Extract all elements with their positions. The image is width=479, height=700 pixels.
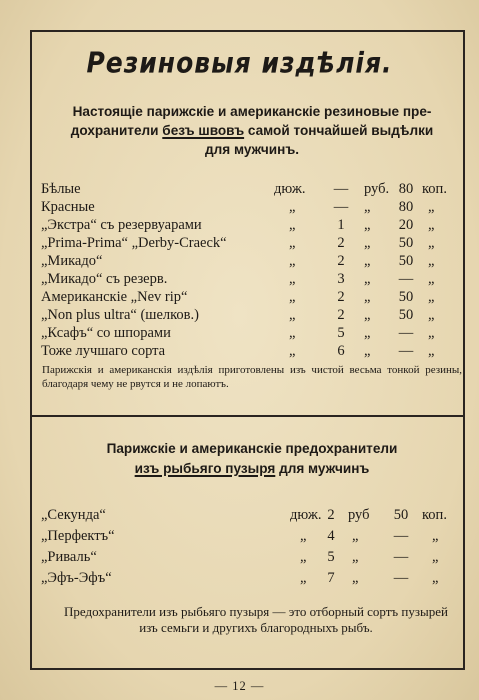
item-name: Американскіе „Nev rip“: [41, 289, 188, 305]
ditto-mark: „: [289, 199, 296, 215]
rubles: 5: [337, 325, 345, 341]
kopecks: 50: [398, 235, 414, 251]
ditto-mark: „: [289, 235, 296, 251]
ditto-mark: „: [428, 217, 435, 233]
ditto-mark: „: [428, 289, 435, 305]
rubles: 7: [327, 570, 335, 586]
price-row: [0, 289, 479, 305]
rubles: 2: [337, 235, 345, 251]
ditto-mark: „: [352, 528, 359, 544]
item-name: Бѣлые: [41, 181, 81, 197]
rubles: 4: [327, 528, 335, 544]
rubles: 5: [327, 549, 335, 565]
ditto-mark: „: [364, 325, 371, 341]
item-name: „Секунда“: [41, 507, 106, 523]
ditto-mark: „: [289, 217, 296, 233]
ditto-mark: „: [289, 253, 296, 269]
item-name: „Non plus ultra“ (шелков.): [41, 307, 199, 323]
price-row: [0, 271, 479, 287]
ditto-mark: „: [352, 549, 359, 565]
ditto-mark: „: [432, 549, 439, 565]
item-name: „Prima-Prima“ „Derby-Craeck“: [41, 235, 227, 251]
kopecks: 50: [398, 307, 414, 323]
kopecks: —: [393, 549, 409, 565]
price-row: [0, 307, 479, 323]
intro-line-2-end: самой тончайшей выдѣлки: [244, 123, 434, 138]
ditto-mark: „: [364, 289, 371, 305]
ditto-mark: „: [428, 271, 435, 287]
item-name: „Эфъ-Эфъ“: [41, 570, 112, 586]
ditto-mark: „: [364, 307, 371, 323]
item-name: „Микадо“: [41, 253, 103, 269]
section-heading-line-1: Парижскіе и американскіе предохранители: [106, 441, 398, 456]
rubles: —: [333, 181, 349, 197]
kopecks: 20: [398, 217, 414, 233]
kopecks: —: [393, 570, 409, 586]
ditto-mark: „: [428, 325, 435, 341]
rubles: 2: [337, 307, 345, 323]
ditto-mark: „: [364, 199, 371, 215]
rubles: 2: [337, 253, 345, 269]
price-row: [0, 570, 479, 586]
ditto-mark: „: [428, 343, 435, 359]
note-paragraph: Парижскія и американскія издѣлія приготовлены изъ чистой весьма тонкой резины, благодаря чему не рвутся и не лопаютъ.: [42, 364, 462, 390]
currency-label: руб.: [364, 181, 390, 197]
price-row: [0, 217, 479, 233]
ditto-mark: „: [364, 235, 371, 251]
rubles: 2: [327, 507, 335, 523]
ditto-mark: „: [364, 343, 371, 359]
ditto-mark: „: [428, 199, 435, 215]
kopecks: 50: [398, 289, 414, 305]
ditto-mark: „: [289, 289, 296, 305]
ditto-mark: „: [289, 325, 296, 341]
item-name: Красные: [41, 199, 95, 215]
currency-label: руб: [348, 507, 370, 523]
intro-emphasis: безъ швовъ: [162, 123, 245, 138]
price-row: [0, 181, 479, 197]
item-name: „Экстра“ съ резервуарами: [41, 217, 202, 233]
kopecks: —: [398, 325, 414, 341]
kopecks: —: [393, 528, 409, 544]
price-row: [0, 325, 479, 341]
page-title: Резиновыя издѣлія.: [86, 45, 393, 80]
ditto-mark: „: [364, 271, 371, 287]
kopecks: 50: [393, 507, 409, 523]
section-heading: [42, 439, 462, 479]
unit-label: дюж.: [274, 181, 306, 197]
ditto-mark: „: [289, 343, 296, 359]
ditto-mark: „: [300, 549, 307, 565]
item-name: „Микадо“ съ резерв.: [41, 271, 168, 287]
price-row: [0, 528, 479, 544]
price-row: [0, 507, 479, 523]
ditto-mark: „: [289, 271, 296, 287]
intro-line-2: [42, 121, 462, 140]
ditto-mark: „: [428, 235, 435, 251]
page-number: — 12 —: [214, 679, 265, 693]
kopecks: 80: [398, 181, 414, 197]
section-heading-line-2-end: для мужчинъ: [275, 461, 370, 476]
kopeck-label: коп.: [422, 507, 447, 523]
item-name: „Перфектъ“: [41, 528, 115, 544]
ditto-mark: „: [432, 528, 439, 544]
price-row: [0, 199, 479, 215]
ditto-mark: „: [300, 528, 307, 544]
intro-paragraph: [42, 102, 462, 159]
kopecks: —: [398, 343, 414, 359]
ditto-mark: „: [432, 570, 439, 586]
rubles: —: [333, 199, 349, 215]
item-name: „Ксафъ“ со шпорами: [41, 325, 171, 341]
item-name: Тоже лучшаго сорта: [41, 343, 166, 359]
ditto-mark: „: [364, 253, 371, 269]
rubles: 3: [337, 271, 345, 287]
ditto-mark: „: [289, 307, 296, 323]
ditto-mark: „: [428, 307, 435, 323]
ditto-mark: „: [300, 570, 307, 586]
ditto-mark: „: [428, 253, 435, 269]
intro-line-3: для мужчинъ.: [204, 142, 300, 157]
ditto-mark: „: [352, 570, 359, 586]
kopecks: 50: [398, 253, 414, 269]
item-name: „Риваль“: [41, 549, 97, 565]
intro-line-1: Настоящіе парижскіе и американскіе резиновые пре-: [72, 104, 432, 119]
price-row: [0, 549, 479, 565]
section-heading-line-2: [42, 459, 462, 479]
rubles: 6: [337, 343, 345, 359]
kopecks: —: [398, 271, 414, 287]
price-row: [0, 253, 479, 269]
section-divider: [30, 415, 465, 417]
rubles: 2: [337, 289, 345, 305]
section-emphasis: изъ рыбьяго пузыря: [134, 461, 276, 476]
intro-line-2-start: дохранители: [70, 123, 163, 138]
unit-label: дюж.: [290, 507, 322, 523]
rubles: 1: [337, 217, 345, 233]
price-row: [0, 343, 479, 359]
price-row: [0, 235, 479, 251]
kopeck-label: коп.: [422, 181, 447, 197]
closing-note: Предохранители изъ рыбьяго пузыря — это отборный сортъ пузырей изъ семьги и другихъ благородныхъ рыбъ.: [64, 604, 448, 635]
kopecks: 80: [398, 199, 414, 215]
ditto-mark: „: [364, 217, 371, 233]
